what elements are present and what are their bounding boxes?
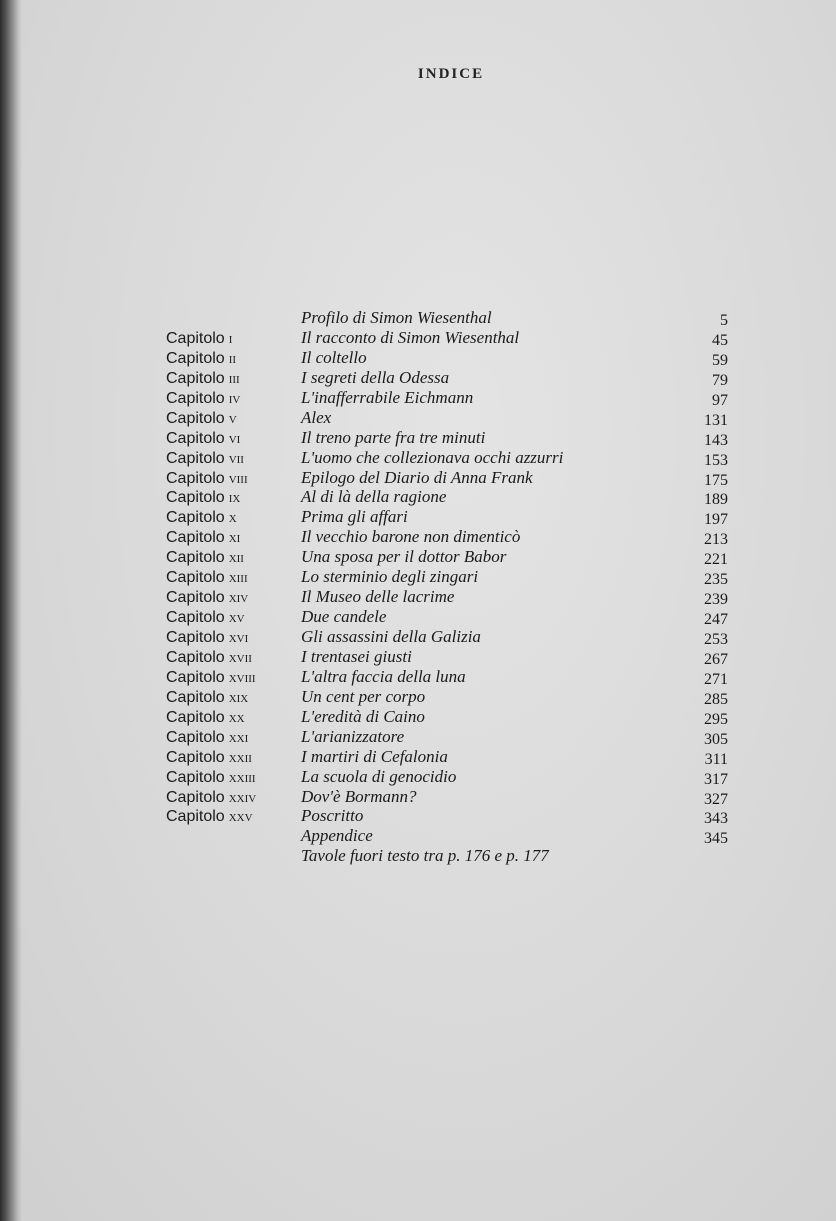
- page-number: 267: [704, 650, 728, 668]
- toc-entry: [166, 607, 736, 627]
- chapter-word: Capitolo: [166, 489, 225, 507]
- toc-entry: [166, 826, 736, 846]
- toc-entry: [166, 468, 736, 488]
- page-number: 317: [704, 770, 728, 788]
- chapter-word: Capitolo: [166, 589, 225, 607]
- chapter-word: Capitolo: [166, 788, 225, 806]
- toc-entry: [166, 368, 736, 388]
- chapter-word: Capitolo: [166, 549, 225, 567]
- chapter-number: xiii: [228, 569, 248, 587]
- chapter-title: Lo sterminio degli zingari: [301, 567, 479, 587]
- page-number: 5: [720, 312, 728, 329]
- chapter-word: Capitolo: [166, 409, 225, 427]
- chapter-word: Capitolo: [166, 429, 225, 447]
- chapter-label: [166, 727, 248, 747]
- chapter-label: [166, 308, 170, 328]
- chapter-label: [166, 368, 240, 388]
- chapter-word: Capitolo: [166, 748, 225, 766]
- page-number: 213: [704, 531, 728, 549]
- page-number: 285: [704, 690, 728, 708]
- toc-entry: [166, 567, 736, 587]
- chapter-word: Capitolo: [166, 449, 225, 467]
- chapter-title: I martiri di Cefalonia: [301, 746, 448, 766]
- chapter-number: x: [228, 509, 237, 527]
- chapter-word: Capitolo: [166, 688, 225, 706]
- chapter-label: [166, 747, 252, 767]
- toc-entry: [166, 647, 736, 667]
- chapter-label: [166, 567, 248, 587]
- page-number: 235: [704, 571, 728, 589]
- chapter-title: L'inafferrabile Eichmann: [301, 387, 474, 407]
- chapter-word: Capitolo: [166, 329, 225, 347]
- page-number: 345: [704, 830, 728, 848]
- chapter-title: Il vecchio barone non dimenticò: [301, 527, 521, 547]
- toc-entry: [166, 587, 736, 607]
- toc-entry: [166, 388, 736, 408]
- page-number: 197: [704, 511, 728, 529]
- chapter-title: Due candele: [301, 607, 387, 627]
- chapter-number: xxiv: [228, 788, 257, 806]
- chapter-label: [166, 667, 256, 687]
- chapter-title: Tavole fuori testo tra p. 176 e p. 177: [301, 846, 549, 866]
- page-number: 153: [704, 451, 728, 469]
- page-number: 311: [704, 750, 728, 768]
- toc-entry: [166, 727, 736, 747]
- page-number: 59: [712, 351, 728, 369]
- chapter-title: Appendice: [301, 826, 373, 846]
- chapter-number: vii: [228, 449, 244, 467]
- chapter-label: [166, 846, 170, 866]
- page-number: 295: [704, 710, 728, 728]
- chapter-word: Capitolo: [166, 369, 225, 387]
- chapter-title: La scuola di genocidio: [301, 766, 457, 786]
- toc-entry: [166, 527, 736, 547]
- chapter-label: [166, 767, 256, 787]
- chapter-word: Capitolo: [166, 349, 225, 367]
- chapter-label: [166, 408, 237, 428]
- toc-entry: [166, 846, 736, 866]
- chapter-label: [166, 587, 248, 607]
- chapter-word: Capitolo: [166, 389, 225, 407]
- chapter-label: [166, 448, 244, 468]
- toc-entry: [166, 767, 736, 787]
- chapter-word: Capitolo: [166, 629, 225, 646]
- toc-entry: [166, 308, 736, 328]
- chapter-title: I segreti della Odessa: [301, 367, 450, 387]
- chapter-label: [166, 687, 248, 707]
- chapter-number: xii: [228, 549, 244, 567]
- chapter-word: Capitolo: [166, 668, 225, 686]
- chapter-word: Capitolo: [166, 728, 225, 746]
- chapter-label: [166, 647, 252, 667]
- chapter-title: Profilo di Simon Wiesenthal: [301, 308, 492, 327]
- chapter-label: [166, 547, 244, 567]
- page-number: 221: [704, 551, 728, 569]
- toc-entry: [166, 348, 736, 368]
- chapter-number: viii: [228, 469, 248, 487]
- chapter-label: [166, 487, 240, 507]
- chapter-number: xviii: [228, 668, 256, 686]
- page-number: 305: [704, 730, 728, 748]
- chapter-number: xxii: [228, 748, 252, 766]
- chapter-word: Capitolo: [166, 509, 225, 527]
- chapter-title: Gli assassini della Galizia: [301, 627, 481, 646]
- toc-entry: [166, 667, 736, 687]
- chapter-number: xx: [228, 708, 245, 726]
- chapter-title: Alex: [301, 407, 332, 427]
- chapter-word: Capitolo: [166, 808, 225, 826]
- chapter-title: Il coltello: [301, 347, 367, 367]
- chapter-label: [166, 826, 170, 846]
- chapter-word: Capitolo: [166, 708, 225, 726]
- chapter-title: I trentasei giusti: [301, 646, 412, 666]
- chapter-number: xix: [228, 688, 249, 706]
- chapter-word: Capitolo: [166, 609, 225, 627]
- chapter-number: xxv: [228, 808, 253, 826]
- page-number: 253: [704, 631, 728, 648]
- page-number: 79: [712, 371, 728, 389]
- toc-entry: [166, 428, 736, 448]
- chapter-number: xxi: [228, 728, 249, 746]
- chapter-label: [166, 806, 253, 826]
- toc-entry: [166, 408, 736, 428]
- chapter-label: [166, 348, 236, 368]
- chapter-title: Il racconto di Simon Wiesenthal: [301, 327, 520, 347]
- toc-entry: [166, 707, 736, 727]
- toc-entry: [166, 487, 736, 507]
- chapter-title: Dov'è Bormann?: [301, 786, 417, 806]
- chapter-number: xvi: [228, 629, 249, 646]
- toc-entry: [166, 806, 736, 826]
- page-number: 175: [704, 471, 728, 489]
- chapter-label: [166, 627, 248, 647]
- chapter-number: xv: [228, 609, 245, 627]
- chapter-title: L'eredità di Caino: [301, 706, 425, 726]
- chapter-word: Capitolo: [166, 648, 225, 666]
- toc-entry: [166, 448, 736, 468]
- page-number: 131: [704, 411, 728, 429]
- chapter-title: L'arianizzatore: [301, 726, 405, 746]
- chapter-title: Il Museo delle lacrime: [301, 587, 455, 607]
- chapter-number: ix: [228, 489, 241, 507]
- chapter-label: [166, 707, 245, 727]
- chapter-title: L'uomo che collezionava occhi azzurri: [301, 447, 564, 467]
- chapter-title: Al di là della ragione: [301, 487, 447, 507]
- chapter-word: Capitolo: [166, 529, 225, 547]
- toc-entry: [166, 787, 736, 807]
- chapter-title: Una sposa per il dottor Babor: [301, 547, 507, 567]
- chapter-label: [166, 328, 232, 348]
- chapter-label: [166, 787, 256, 807]
- chapter-number: i: [228, 329, 233, 347]
- page-binding-shadow: [0, 0, 22, 1221]
- chapter-label: [166, 468, 248, 488]
- toc-entry: [166, 687, 736, 707]
- chapter-title: Epilogo del Diario di Anna Frank: [301, 467, 533, 487]
- toc-entry: [166, 747, 736, 767]
- chapter-label: [166, 607, 245, 627]
- chapter-number: ii: [228, 349, 237, 367]
- chapter-word: Capitolo: [166, 569, 225, 587]
- chapter-label: [166, 428, 240, 448]
- chapter-number: vi: [228, 429, 241, 447]
- chapter-label: [166, 527, 240, 547]
- chapter-title: Il treno parte fra tre minuti: [301, 427, 486, 447]
- chapter-number: xi: [228, 529, 241, 547]
- chapter-word: Capitolo: [166, 469, 225, 487]
- page-number: 271: [704, 670, 728, 688]
- chapter-number: xxiii: [228, 768, 256, 786]
- chapter-title: Poscritto: [301, 806, 364, 826]
- toc-entry: [166, 547, 736, 567]
- page-number: 239: [704, 591, 728, 609]
- page-number: 143: [704, 431, 728, 449]
- page-number: 97: [712, 391, 728, 409]
- chapter-word: Capitolo: [166, 768, 225, 786]
- toc-entry: [166, 627, 736, 647]
- chapter-title: L'altra faccia della luna: [301, 666, 466, 686]
- toc-entry: [166, 507, 736, 527]
- chapter-label: [166, 507, 237, 527]
- chapter-label: [166, 388, 240, 408]
- page-number: 343: [704, 810, 728, 828]
- table-of-contents: [166, 308, 736, 866]
- page-number: 327: [704, 790, 728, 808]
- chapter-number: xiv: [228, 589, 249, 607]
- page-heading: INDICE: [417, 66, 485, 82]
- chapter-number: v: [228, 409, 237, 427]
- chapter-number: iii: [228, 369, 240, 387]
- page-number: 247: [704, 611, 728, 629]
- chapter-number: xvii: [228, 648, 252, 666]
- toc-entry: [166, 328, 736, 348]
- chapter-title: Prima gli affari: [301, 507, 408, 527]
- chapter-number: iv: [228, 389, 241, 407]
- page-number: 189: [704, 491, 728, 509]
- page-number: 45: [712, 331, 728, 349]
- chapter-title: Un cent per corpo: [301, 686, 426, 706]
